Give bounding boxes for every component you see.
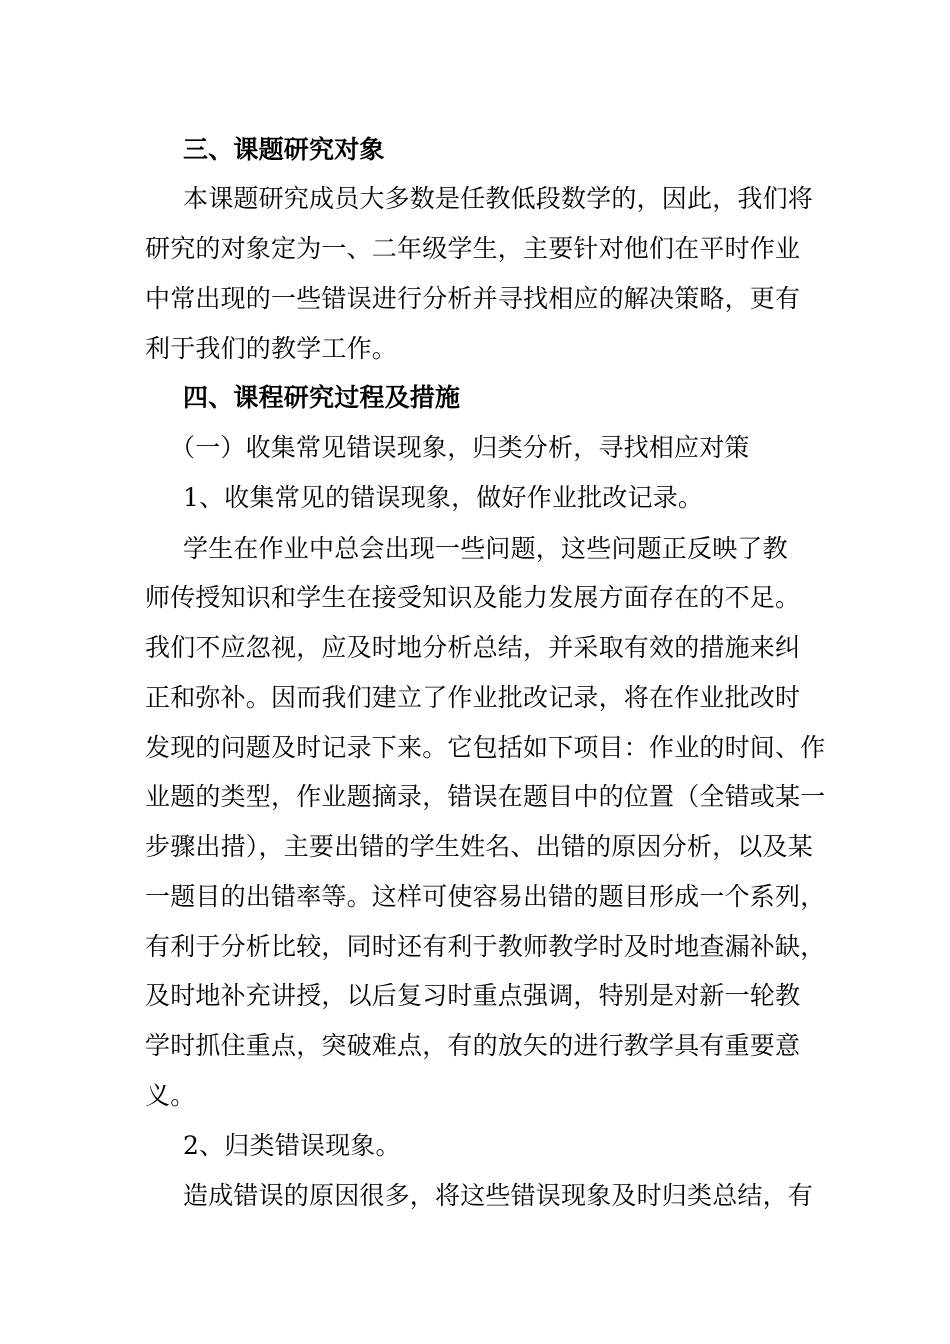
subsection-heading: （一）收集常见错误现象，归类分析，寻找相应对策	[170, 433, 750, 462]
section-heading-3: 三、课题研究对象	[183, 135, 385, 164]
paragraph-line: 正和弥补。因而我们建立了作业批改记录，将在作业批改时	[145, 683, 801, 712]
paragraph-line: 本课题研究成员大多数是任教低段数学的，因此，我们将	[183, 184, 814, 213]
paragraph-line: 业题的类型，作业题摘录，错误在题目中的位置（全错或某一	[145, 782, 826, 811]
paragraph-line: 学生在作业中总会出现一些问题，这些问题正反映了教	[183, 534, 788, 563]
paragraph-line: 利于我们的教学工作。	[145, 334, 398, 363]
paragraph-line: 中常出现的一些错误进行分析并寻找相应的解决策略，更有	[145, 284, 801, 313]
numbered-item-1: 1、收集常见的错误现象，做好作业批改记录。	[183, 483, 704, 512]
paragraph-line: 发现的问题及时记录下来。它包括如下项目：作业的时间、作	[145, 733, 826, 762]
paragraph-line: 研究的对象定为一、二年级学生，主要针对他们在平时作业	[145, 234, 801, 263]
paragraph-line: 义。	[145, 1081, 196, 1110]
paragraph-line: 有利于分析比较，同时还有利于教师教学时及时地查漏补缺，	[145, 932, 826, 961]
paragraph-line: 步骤出措），主要出错的学生姓名、出错的原因分析，以及某	[145, 832, 813, 861]
paragraph-line: 学时抓住重点，突破难点，有的放矢的进行教学具有重要意	[145, 1031, 801, 1060]
paragraph-line: 师传授知识和学生在接受知识及能力发展方面存在的不足。	[145, 583, 801, 612]
section-heading-4: 四、课程研究过程及措施	[183, 383, 461, 412]
paragraph-line: 一题目的出错率等。这样可使容易出错的题目形成一个系列，	[145, 882, 826, 911]
paragraph-line: 我们不应忽视，应及时地分析总结，并采取有效的措施来纠	[145, 633, 801, 662]
numbered-item-2: 2、归类错误现象。	[183, 1131, 401, 1160]
paragraph-line: 及时地补充讲授，以后复习时重点强调，特别是对新一轮教	[145, 981, 801, 1010]
paragraph-line: 造成错误的原因很多，将这些错误现象及时归类总结，有	[183, 1181, 814, 1210]
